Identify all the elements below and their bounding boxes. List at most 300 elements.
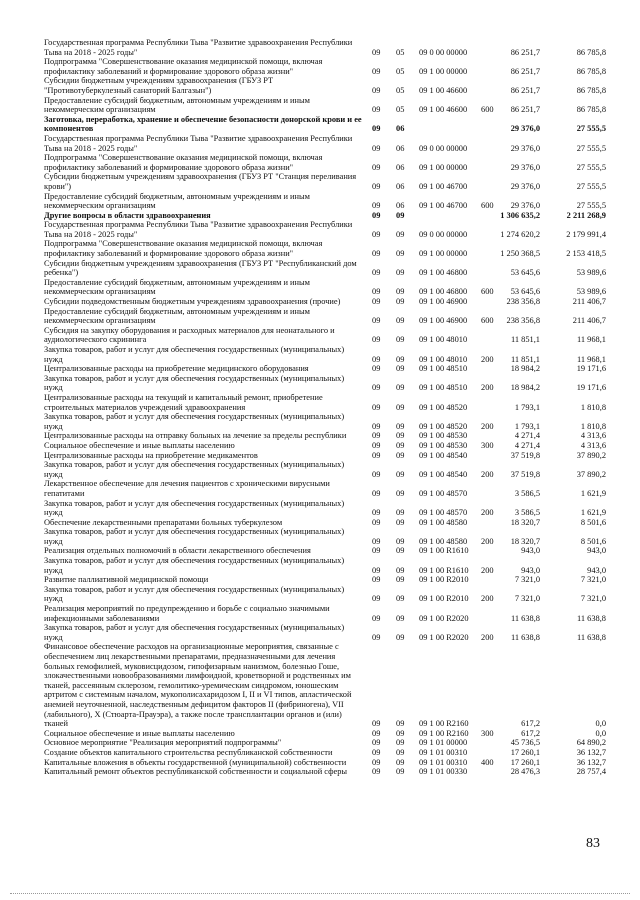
section-code: 09 <box>372 536 381 546</box>
amount-year-2: 7 321,0 <box>580 594 606 604</box>
section-code: 09 <box>372 402 381 412</box>
amount-year-2: 943,0 <box>587 565 606 575</box>
target-item-code: 09 1 00 48510 <box>419 383 468 393</box>
table-row <box>0 642 640 728</box>
target-item-code: 09 1 00 48540 <box>419 450 468 460</box>
table-row <box>0 451 640 461</box>
table-row <box>0 220 640 239</box>
subsection-code: 09 <box>396 757 405 767</box>
target-item-code: 09 1 00 00000 <box>419 162 468 172</box>
target-item-code: 09 1 00 46800 <box>419 287 468 297</box>
row-title: Государственная программа Республики Тыва "Развитие здравоохранения Республики Тыва на 2018 - 2025 годы" <box>44 220 353 239</box>
amount-year-2: 0,0 <box>595 719 606 729</box>
target-item-code: 09 1 01 00310 <box>419 757 468 767</box>
row-title: Социальное обеспечение и иные выплаты населению <box>44 440 235 450</box>
amount-year-2: 943,0 <box>587 546 606 556</box>
amount-year-1: 11 851,1 <box>510 335 540 345</box>
section-code: 09 <box>372 268 381 278</box>
subsection-code: 05 <box>396 85 405 95</box>
page-bottom-divider <box>10 893 630 894</box>
target-item-code: 09 1 01 00330 <box>419 767 468 777</box>
expense-type-code: 200 <box>481 469 494 479</box>
amount-year-1: 4 271,4 <box>514 440 540 450</box>
section-code: 09 <box>372 143 381 153</box>
row-title: Капитальный ремонт объектов республиканской собственности и социальной сферы <box>44 767 348 777</box>
section-code: 09 <box>372 66 381 76</box>
row-title: Централизованные расходы на приобретение медикаментов <box>44 450 258 460</box>
amount-year-1: 1 793,1 <box>514 402 540 412</box>
target-item-code: 09 1 00 46600 <box>419 85 468 95</box>
subsection-code: 09 <box>396 728 405 738</box>
amount-year-1: 3 586,5 <box>514 488 540 498</box>
section-code: 09 <box>372 632 381 642</box>
table-section-row <box>0 115 640 134</box>
amount-year-1: 18 320,7 <box>510 536 540 546</box>
row-title: Закупка товаров, работ и услуг для обеспечения государственных (муниципальных) нужд <box>44 460 345 479</box>
table-row <box>0 239 640 258</box>
amount-year-1: 18 984,2 <box>510 364 540 374</box>
section-code: 09 <box>372 431 381 441</box>
amount-year-1: 238 356,8 <box>506 316 540 326</box>
row-title: Субсидии бюджетным учреждениям здравоохранения (ГБУЗ РТ "Республиканский дом ребенка") <box>44 258 357 278</box>
amount-year-1: 238 356,8 <box>506 297 540 307</box>
target-item-code: 09 1 00 46700 <box>419 201 468 211</box>
subsection-code: 06 <box>396 162 405 172</box>
amount-year-2: 86 785,8 <box>576 85 606 95</box>
table-row <box>0 172 640 191</box>
subsection-code: 09 <box>396 316 405 326</box>
amount-year-1: 943,0 <box>521 546 540 556</box>
subsection-code: 05 <box>396 47 405 57</box>
subsection-code: 05 <box>396 66 405 76</box>
section-code: 09 <box>372 364 381 374</box>
table-row <box>0 527 640 546</box>
amount-year-1: 4 271,4 <box>514 431 540 441</box>
amount-year-2: 27 555,5 <box>576 143 606 153</box>
subsection-code: 09 <box>396 450 405 460</box>
amount-year-2: 86 785,8 <box>576 47 606 57</box>
amount-year-2: 11 638,8 <box>576 632 606 642</box>
section-code: 09 <box>372 517 381 527</box>
section-code: 09 <box>372 575 381 585</box>
table-row <box>0 575 640 585</box>
row-title: Субсидии бюджетным учреждениям здравоохранения (ГБУЗ РТ "Противотуберкулезный санаторий Балгазын") <box>44 76 274 95</box>
table-row <box>0 259 640 278</box>
table-row <box>0 412 640 431</box>
section-code: 09 <box>372 488 381 498</box>
amount-year-1: 53 645,6 <box>510 287 540 297</box>
row-title: Основное мероприятие "Реализация мероприятий подпрограммы" <box>44 738 282 748</box>
subsection-code: 09 <box>396 335 405 345</box>
target-item-code: 09 1 00 48010 <box>419 354 468 364</box>
expense-type-code: 200 <box>481 565 494 575</box>
section-code: 09 <box>372 229 381 239</box>
target-item-code: 09 0 00 00000 <box>419 143 468 153</box>
subsection-code: 09 <box>396 738 405 748</box>
expense-type-code: 200 <box>481 536 494 546</box>
amount-year-1: 18 984,2 <box>510 383 540 393</box>
target-item-code: 09 0 00 00000 <box>419 229 468 239</box>
row-title: Реализация отдельных полномочий в области лекарственного обеспечения <box>44 546 311 556</box>
table-row <box>0 556 640 575</box>
section-code: 09 <box>372 85 381 95</box>
table-row <box>0 38 640 57</box>
row-title: Лекарственное обеспечение для лечения пациентов с хроническими вирусными гепатитами <box>44 479 330 498</box>
amount-year-2: 36 132,7 <box>576 747 606 757</box>
subsection-code: 09 <box>396 632 405 642</box>
table-row <box>0 518 640 528</box>
section-code: 09 <box>372 354 381 364</box>
amount-year-2: 53 989,6 <box>576 268 606 278</box>
target-item-code: 09 1 00 R1610 <box>419 565 469 575</box>
amount-year-1: 18 320,7 <box>510 517 540 527</box>
section-code: 09 <box>372 47 381 57</box>
target-item-code: 09 1 00 R2010 <box>419 594 469 604</box>
target-item-code: 09 1 00 46600 <box>419 105 468 115</box>
table-row <box>0 460 640 479</box>
table-row <box>0 738 640 748</box>
amount-year-1: 86 251,7 <box>510 85 540 95</box>
section-code: 09 <box>372 508 381 518</box>
expense-type-code: 200 <box>481 354 494 364</box>
section-code: 09 <box>372 297 381 307</box>
table-row <box>0 585 640 604</box>
amount-year-1: 37 519,8 <box>510 450 540 460</box>
section-code: 09 <box>372 316 381 326</box>
row-title: Социальное обеспечение и иные выплаты населению <box>44 728 235 738</box>
amount-year-1: 617,2 <box>521 728 540 738</box>
amount-year-1: 1 306 635,2 <box>500 210 540 220</box>
target-item-code: 09 1 00 R2160 <box>419 728 469 738</box>
table-row <box>0 499 640 518</box>
amount-year-2: 1 810,8 <box>580 402 606 412</box>
table-row <box>0 758 640 768</box>
table-row <box>0 441 640 451</box>
amount-year-2: 11 968,1 <box>576 354 606 364</box>
amount-year-1: 11 638,8 <box>510 632 540 642</box>
target-item-code: 09 1 00 R2160 <box>419 719 469 729</box>
subsection-code: 09 <box>396 767 405 777</box>
target-item-code: 09 1 00 46800 <box>419 268 468 278</box>
row-title: Создание объектов капитального строительства республиканской собственности <box>44 747 333 757</box>
target-item-code: 09 1 00 48520 <box>419 402 468 412</box>
row-title: Централизованные расходы на отправку больных на лечение за пределы республики <box>44 431 347 441</box>
row-title: Закупка товаров, работ и услуг для обеспечения государственных (муниципальных) нужд <box>44 584 345 604</box>
expense-type-code: 600 <box>481 201 494 211</box>
section-code: 09 <box>372 546 381 556</box>
table-row <box>0 604 640 623</box>
page-number: 83 <box>586 836 600 851</box>
amount-year-1: 1 250 368,5 <box>500 249 540 259</box>
amount-year-1: 29 376,0 <box>510 162 540 172</box>
expense-type-code: 200 <box>481 632 494 642</box>
subsection-code: 09 <box>396 747 405 757</box>
section-code: 09 <box>372 383 381 393</box>
target-item-code: 09 1 00 00000 <box>419 249 468 259</box>
subsection-code: 09 <box>396 364 405 374</box>
subsection-code: 06 <box>396 181 405 191</box>
subsection-code: 09 <box>396 249 405 259</box>
amount-year-2: 64 890,2 <box>576 738 606 748</box>
table-row <box>0 96 640 115</box>
table-row <box>0 278 640 297</box>
target-item-code: 09 1 00 46900 <box>419 297 468 307</box>
target-item-code: 09 1 00 48570 <box>419 508 468 518</box>
subsection-code: 09 <box>396 469 405 479</box>
subsection-code: 09 <box>396 229 405 239</box>
row-title: Закупка товаров, работ и услуг для обеспечения государственных (муниципальных) нужд <box>44 345 345 364</box>
amount-year-1: 617,2 <box>521 719 540 729</box>
table-row <box>0 192 640 211</box>
amount-year-2: 27 555,5 <box>576 124 606 134</box>
target-item-code: 09 1 01 00000 <box>419 738 468 748</box>
section-code: 09 <box>372 613 381 623</box>
amount-year-2: 1 621,9 <box>580 488 606 498</box>
section-code: 09 <box>372 450 381 460</box>
table-row <box>0 546 640 556</box>
subsection-code: 09 <box>396 268 405 278</box>
amount-year-1: 53 645,6 <box>510 268 540 278</box>
amount-year-1: 17 260,1 <box>510 747 540 757</box>
amount-year-1: 1 793,1 <box>514 421 540 431</box>
target-item-code: 09 1 00 48580 <box>419 517 468 527</box>
row-title: Закупка товаров, работ и услуг для обеспечения государственных (муниципальных) нужд <box>44 412 345 431</box>
amount-year-1: 29 376,0 <box>510 124 540 134</box>
section-code: 09 <box>372 719 381 729</box>
target-item-code: 09 1 00 48530 <box>419 440 468 450</box>
subsection-code: 09 <box>396 565 405 575</box>
section-code: 09 <box>372 728 381 738</box>
row-title: Заготовка, переработка, хранение и обеспечение безопасности донорской крови и ее компонентов <box>44 114 362 134</box>
amount-year-2: 28 757,4 <box>576 767 606 777</box>
table-row <box>0 479 640 498</box>
subsection-code: 09 <box>396 613 405 623</box>
target-item-code: 09 0 00 00000 <box>419 47 468 57</box>
subsection-code: 05 <box>396 105 405 115</box>
section-code: 09 <box>372 421 381 431</box>
table-row <box>0 623 640 642</box>
target-item-code: 09 1 00 48520 <box>419 421 468 431</box>
amount-year-1: 86 251,7 <box>510 66 540 76</box>
amount-year-1: 7 321,0 <box>514 594 540 604</box>
expense-type-code: 600 <box>481 105 494 115</box>
subsection-code: 09 <box>396 210 405 220</box>
row-title: Государственная программа Республики Тыва "Развитие здравоохранения Республики Тыва на 2018 - 2025 годы" <box>44 133 353 153</box>
subsection-code: 09 <box>396 354 405 364</box>
row-title: Подпрограмма "Совершенствование оказания медицинской помощи, включая профилактику заболеваний и формирование здорового образа жизни" <box>44 57 323 76</box>
expense-type-code: 300 <box>481 440 494 450</box>
table-row <box>0 729 640 739</box>
amount-year-2: 211 406,7 <box>572 297 606 307</box>
row-title: Реализация мероприятий по предупреждению и борьбе с социально значимыми инфекционными заболеваниями <box>44 604 330 623</box>
amount-year-2: 19 171,6 <box>576 364 606 374</box>
expense-type-code: 200 <box>481 421 494 431</box>
amount-year-1: 17 260,1 <box>510 757 540 767</box>
row-title: Субсидия на закупку оборудования и расходных материалов для неонатального и аудиологического скрининга <box>44 325 335 345</box>
amount-year-2: 27 555,5 <box>576 201 606 211</box>
row-title: Капитальные вложения в объекты государственной (муниципальной) собственности <box>44 757 347 767</box>
row-title: Развитие паллиативной медицинской помощи <box>44 575 209 585</box>
amount-year-2: 8 501,6 <box>580 517 606 527</box>
amount-year-1: 86 251,7 <box>510 105 540 115</box>
subsection-code: 09 <box>396 431 405 441</box>
section-code: 09 <box>372 757 381 767</box>
target-item-code: 09 1 00 R1610 <box>419 546 469 556</box>
row-title: Субсидии подведомственным бюджетным учреждениям здравоохранения (прочие) <box>44 297 341 307</box>
expense-type-code: 200 <box>481 383 494 393</box>
subsection-code: 09 <box>396 575 405 585</box>
table-row <box>0 57 640 76</box>
section-code: 09 <box>372 747 381 757</box>
expense-type-code: 200 <box>481 508 494 518</box>
amount-year-2: 11 638,8 <box>576 613 606 623</box>
table-row <box>0 76 640 95</box>
subsection-code: 09 <box>396 488 405 498</box>
amount-year-2: 0,0 <box>595 728 606 738</box>
amount-year-2: 86 785,8 <box>576 105 606 115</box>
amount-year-1: 11 638,8 <box>510 613 540 623</box>
amount-year-1: 7 321,0 <box>514 575 540 585</box>
row-title: Финансовое обеспечение расходов на организационные мероприятия, связанные с обеспечением лиц лекарственными препаратами, предназначенными для лечения больных гемофилией, муковисцидозом, гипофизарным нанизмом, болезнью Гоше, злокачественными новообразованиями лимфоидной, кроветворной и родственных им тканей, рассеянным склерозом, гемолитико-уремическим синдромом, юношеским артритом с системным началом, мукополисахаридозом I, II и VI типов, апластической анемией неуточненной, наследственным дефицитом факторов II (фибриногена), VII (лабильного), X (Стюарта-Прауэра), а также после трансплантации органов и (или) тканей <box>44 642 352 729</box>
row-title: Закупка товаров, работ и услуг для обеспечения государственных (муниципальных) нужд <box>44 623 345 642</box>
expense-type-code: 600 <box>481 316 494 326</box>
section-code: 09 <box>372 162 381 172</box>
table-row <box>0 767 640 777</box>
subsection-code: 09 <box>396 297 405 307</box>
section-code: 09 <box>372 594 381 604</box>
subsection-code: 09 <box>396 440 405 450</box>
table-row <box>0 431 640 441</box>
table-row <box>0 364 640 374</box>
section-code: 09 <box>372 181 381 191</box>
section-code: 09 <box>372 210 381 220</box>
table-row <box>0 307 640 326</box>
amount-year-2: 4 313,6 <box>580 440 606 450</box>
subsection-code: 09 <box>396 536 405 546</box>
amount-year-2: 11 968,1 <box>576 335 606 345</box>
subsection-code: 09 <box>396 546 405 556</box>
amount-year-2: 211 406,7 <box>572 316 606 326</box>
expense-type-code: 600 <box>481 287 494 297</box>
amount-year-1: 29 376,0 <box>510 201 540 211</box>
amount-year-2: 2 179 991,4 <box>566 229 606 239</box>
amount-year-2: 2 153 418,5 <box>566 249 606 259</box>
amount-year-2: 1 621,9 <box>580 508 606 518</box>
row-title: Предоставление субсидий бюджетным, автономным учреждениям и иным некоммерческим организациям <box>44 277 310 297</box>
amount-year-2: 37 890,2 <box>576 469 606 479</box>
amount-year-1: 29 376,0 <box>510 143 540 153</box>
row-title: Предоставление субсидий бюджетным, автономным учреждениям и иным некоммерческим организациям <box>44 191 310 211</box>
amount-year-1: 943,0 <box>521 565 540 575</box>
row-title: Обеспечение лекарственными препаратами больных туберкулезом <box>44 517 283 527</box>
subsection-code: 09 <box>396 402 405 412</box>
section-code: 09 <box>372 767 381 777</box>
subsection-code: 09 <box>396 383 405 393</box>
row-title: Другие вопросы в области здравоохранения <box>44 210 211 220</box>
amount-year-1: 1 274 620,2 <box>500 229 540 239</box>
target-item-code: 09 1 00 48540 <box>419 469 468 479</box>
subsection-code: 09 <box>396 421 405 431</box>
amount-year-1: 28 476,3 <box>510 767 540 777</box>
section-code: 09 <box>372 440 381 450</box>
amount-year-2: 4 313,6 <box>580 431 606 441</box>
table-row <box>0 345 640 364</box>
table-row <box>0 153 640 172</box>
row-title: Предоставление субсидий бюджетным, автономным учреждениям и иным некоммерческим организациям <box>44 95 310 115</box>
subsection-code: 09 <box>396 508 405 518</box>
amount-year-2: 19 171,6 <box>576 383 606 393</box>
row-title: Закупка товаров, работ и услуг для обеспечения государственных (муниципальных) нужд <box>44 498 345 518</box>
target-item-code: 09 1 00 48510 <box>419 364 468 374</box>
amount-year-2: 53 989,6 <box>576 287 606 297</box>
subsection-code: 09 <box>396 719 405 729</box>
subsection-code: 09 <box>396 594 405 604</box>
budget-table <box>0 38 640 777</box>
target-item-code: 09 1 00 R2020 <box>419 632 469 642</box>
row-title: Предоставление субсидий бюджетным, автономным учреждениям и иным некоммерческим организациям <box>44 306 310 326</box>
row-title: Закупка товаров, работ и услуг для обеспечения государственных (муниципальных) нужд <box>44 373 345 393</box>
table-section-row <box>0 211 640 221</box>
target-item-code: 09 1 00 R2020 <box>419 613 469 623</box>
section-code: 09 <box>372 105 381 115</box>
section-code: 09 <box>372 201 381 211</box>
amount-year-1: 45 736,5 <box>510 738 540 748</box>
amount-year-2: 37 890,2 <box>576 450 606 460</box>
subsection-code: 06 <box>396 143 405 153</box>
row-title: Централизованные расходы на приобретение медицинского оборудования <box>44 364 309 374</box>
row-title: Государственная программа Республики Тыва "Развитие здравоохранения Республики Тыва на 2018 - 2025 годы" <box>44 38 353 57</box>
section-code: 09 <box>372 738 381 748</box>
row-title: Закупка товаров, работ и услуг для обеспечения государственных (муниципальных) нужд <box>44 556 345 575</box>
target-item-code: 09 1 00 48010 <box>419 335 468 345</box>
expense-type-code: 200 <box>481 594 494 604</box>
table-row <box>0 393 640 412</box>
target-item-code: 09 1 00 48580 <box>419 536 468 546</box>
section-code: 09 <box>372 124 381 134</box>
section-code: 09 <box>372 335 381 345</box>
table-row <box>0 748 640 758</box>
amount-year-2: 2 211 268,9 <box>566 210 606 220</box>
amount-year-2: 7 321,0 <box>580 575 606 585</box>
row-title: Централизованные расходы на текущий и капитальный ремонт, приобретение строительных материалов учреждений здравоохранения <box>44 392 323 412</box>
row-title: Закупка товаров, работ и услуг для обеспечения государственных (муниципальных) нужд <box>44 527 345 546</box>
target-item-code: 09 1 00 46900 <box>419 316 468 326</box>
target-item-code: 09 1 00 00000 <box>419 66 468 76</box>
expense-type-code: 300 <box>481 728 494 738</box>
subsection-code: 06 <box>396 124 405 134</box>
target-item-code: 09 1 01 00310 <box>419 747 468 757</box>
amount-year-1: 3 586,5 <box>514 508 540 518</box>
amount-year-2: 36 132,7 <box>576 757 606 767</box>
amount-year-1: 37 519,8 <box>510 469 540 479</box>
amount-year-1: 29 376,0 <box>510 181 540 191</box>
row-title: Субсидии бюджетным учреждениям здравоохранения (ГБУЗ РТ "Станция переливания крови") <box>44 172 357 191</box>
target-item-code: 09 1 00 48570 <box>419 488 468 498</box>
section-code: 09 <box>372 287 381 297</box>
subsection-code: 09 <box>396 287 405 297</box>
expense-type-code: 400 <box>481 757 494 767</box>
amount-year-2: 27 555,5 <box>576 181 606 191</box>
amount-year-2: 27 555,5 <box>576 162 606 172</box>
table-row <box>0 297 640 307</box>
section-code: 09 <box>372 249 381 259</box>
amount-year-2: 8 501,6 <box>580 536 606 546</box>
section-code: 09 <box>372 469 381 479</box>
target-item-code: 09 1 00 R2010 <box>419 575 469 585</box>
amount-year-1: 86 251,7 <box>510 47 540 57</box>
amount-year-1: 11 851,1 <box>510 354 540 364</box>
table-row <box>0 326 640 345</box>
